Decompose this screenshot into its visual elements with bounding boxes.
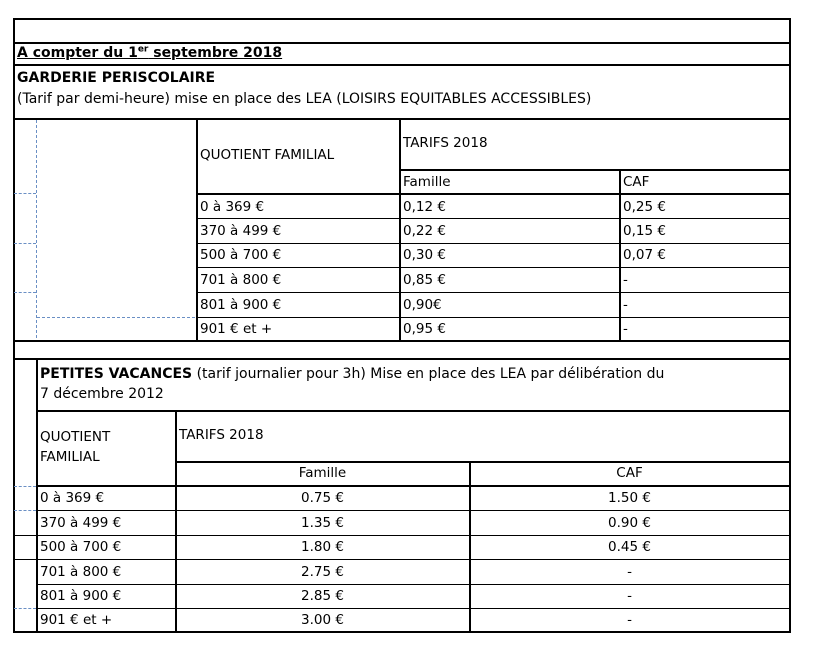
caf-cell: 0,15 € xyxy=(623,223,666,239)
vacances-col-tarifs: TARIFS 2018 xyxy=(179,427,264,443)
famille-cell: 0,22 € xyxy=(403,223,446,239)
caf-cell: - xyxy=(623,321,628,337)
frame-bottom-border xyxy=(13,631,791,633)
quotient-cell: 801 à 900 € xyxy=(40,588,122,604)
vacances-row-line xyxy=(36,608,791,609)
garderie-col-quotient: QUOTIENT FAMILIAL xyxy=(200,147,335,163)
vacances-inner-left-border xyxy=(36,358,38,633)
famille-cell: 2.75 € xyxy=(301,564,344,580)
garderie-col-famille: Famille xyxy=(403,174,451,190)
caf-cell: - xyxy=(627,588,632,604)
vacances-gutter-mark xyxy=(14,486,36,487)
vacances-subtitle-line2: 7 décembre 2012 xyxy=(40,386,164,402)
famille-cell: 0,12 € xyxy=(403,199,446,215)
famille-cell: 0,90€ xyxy=(403,297,442,313)
quotient-cell: 701 à 800 € xyxy=(200,272,282,288)
caf-cell: 0,07 € xyxy=(623,247,666,263)
garderie-row-line xyxy=(196,317,790,318)
caf-cell: - xyxy=(627,612,632,628)
quotient-cell: 701 à 800 € xyxy=(40,564,122,580)
famille-cell: 0,95 € xyxy=(403,321,446,337)
quotient-cell: 901 € et + xyxy=(200,321,273,337)
famille-cell: 2.85 € xyxy=(301,588,344,604)
vacances-heading xyxy=(40,365,664,383)
garderie-gutter-mark xyxy=(37,317,195,318)
garderie-col-sep-quotient xyxy=(196,118,198,340)
vacances-header-divider xyxy=(36,410,791,412)
caf-cell: 0.45 € xyxy=(608,539,651,555)
date-divider xyxy=(13,64,791,66)
famille-cell: 0.75 € xyxy=(301,490,344,506)
garderie-gutter-mark xyxy=(14,292,36,293)
quotient-cell: 901 € et + xyxy=(40,612,113,628)
garderie-col-caf: CAF xyxy=(623,174,650,190)
garderie-row-line xyxy=(196,292,790,293)
caf-cell: - xyxy=(627,564,632,580)
garderie-row-line xyxy=(196,218,790,219)
frame-top-border xyxy=(13,18,791,20)
vacances-subtitle: (tarif journalier pour 3h) Mise en place des LEA par délibération du xyxy=(192,366,665,382)
famille-cell: 1.35 € xyxy=(301,515,344,531)
famille-cell: 0,85 € xyxy=(403,272,446,288)
quotient-cell: 370 à 499 € xyxy=(200,223,282,239)
quotient-cell: 0 à 369 € xyxy=(40,490,105,506)
caf-cell: 1.50 € xyxy=(608,490,651,506)
vacances-col-quotient-line1: QUOTIENT xyxy=(40,429,111,445)
quotient-cell: 370 à 499 € xyxy=(40,515,122,531)
vacances-title: PETITES VACANCES xyxy=(40,366,193,382)
vacances-header-bottom xyxy=(36,485,791,487)
famille-cell: 0,30 € xyxy=(403,247,446,263)
garderie-table-bottom xyxy=(13,340,791,342)
garderie-subheader-line xyxy=(399,169,790,171)
vacances-gutter-mark xyxy=(14,510,36,511)
vacances-gutter-mark xyxy=(14,535,36,536)
garderie-col-sep-famille xyxy=(399,118,401,340)
famille-cell: 1.80 € xyxy=(301,539,344,555)
date-heading: A compter du 1er septembre 2018 xyxy=(17,44,283,61)
garderie-col-tarifs: TARIFS 2018 xyxy=(403,135,488,151)
vacances-row-line xyxy=(36,535,791,536)
vacances-row-line xyxy=(36,584,791,585)
vacances-row-line xyxy=(36,559,791,560)
quotient-cell: 500 à 700 € xyxy=(200,247,282,263)
quotient-cell: 500 à 700 € xyxy=(40,539,122,555)
garderie-gutter-mark xyxy=(14,243,36,244)
garderie-header-divider xyxy=(13,118,791,120)
vacances-col-quotient-line2: FAMILIAL xyxy=(40,449,100,465)
vacances-gutter-mark xyxy=(14,559,36,560)
frame-right-border xyxy=(789,18,791,633)
garderie-gutter-mark xyxy=(14,193,36,194)
caf-cell: 0.90 € xyxy=(608,515,651,531)
garderie-header-bottom xyxy=(196,193,790,195)
vacances-col-caf: CAF xyxy=(616,465,643,481)
caf-cell: - xyxy=(623,272,628,288)
caf-cell: - xyxy=(623,297,628,313)
famille-cell: 3.00 € xyxy=(301,612,344,628)
garderie-subtitle: (Tarif par demi-heure) mise en place des LEA (LOISIRS EQUITABLES ACCESSIBLES) xyxy=(17,91,592,107)
quotient-cell: 0 à 369 € xyxy=(200,199,265,215)
vacances-gutter-mark xyxy=(14,608,36,609)
quotient-cell: 801 à 900 € xyxy=(200,297,282,313)
vacances-row-line xyxy=(36,510,791,511)
garderie-row-line xyxy=(196,267,790,268)
garderie-gutter-line xyxy=(36,120,37,338)
vacances-col-famille: Famille xyxy=(298,465,347,481)
caf-cell: 0,25 € xyxy=(623,199,666,215)
garderie-title: GARDERIE PERISCOLAIRE xyxy=(17,70,216,86)
section-gap-line xyxy=(13,358,791,360)
frame-left-border xyxy=(13,18,15,633)
garderie-row-line xyxy=(196,243,790,244)
vacances-subheader-line xyxy=(175,461,791,463)
